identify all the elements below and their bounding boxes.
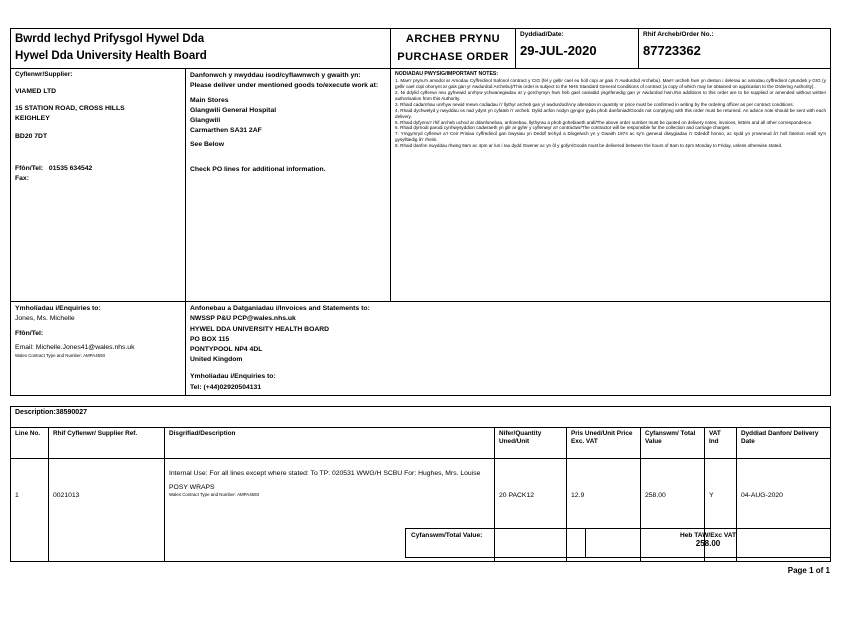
delivery-note: Check PO lines for additional information. xyxy=(190,165,326,173)
note-item-7: 8. Rhaid danfon nwyddau rhwng 9am ac 4pm ar lun i Iau dydd Gwener ac yn ôl y gofyn/Goods must be delivered between the hours of 9am to 4pm Monday to Friday, unless otherwise stated. xyxy=(395,143,783,149)
supplier-line-2: 15 STATION ROAD, CROSS HILLS xyxy=(15,105,125,113)
totals-label: Cyfanswm/Total Value: xyxy=(411,532,483,539)
note-item-3: 4. Rhaid dychwelyd y nwyddau os nad ydynt yn cyfateb i'r archeb. Dylid anfon nodyn gyngor gyda phob danfoniad/Goods not complying with this order must be returned. An advice note should be sent with each delivery. xyxy=(395,107,827,119)
date-label: Dyddiad/Date: xyxy=(520,31,564,38)
enquiries-email-label: Email: xyxy=(15,343,34,351)
enquiries-email xyxy=(15,343,181,353)
page-number: Page 1 of 1 xyxy=(787,566,830,575)
col-header-quantity: Nifer/Quantity Uned/Unit xyxy=(495,427,567,458)
description-internal-use: Internal Use: For all lines except where stated: To TP: 020531 WWG/H SCBU For: Hughes, Mrs. Louise xyxy=(169,469,481,477)
delivery-line-3: Carmarthen SA31 2AF xyxy=(190,127,262,135)
delivery-line-0: Main Stores xyxy=(190,96,229,104)
date-value: 29-JUL-2020 xyxy=(520,42,597,58)
order-number-label: Rhif Archeb/Order No.: xyxy=(643,31,714,38)
spacer-row xyxy=(11,395,831,406)
invoices-line-0: NWSSP P&U PCP@wales.nhs.uk xyxy=(190,315,296,323)
delivery-line-2: Glangwili xyxy=(190,116,221,124)
supplier-fax-label: Fax: xyxy=(15,174,29,182)
invoices-cell xyxy=(186,302,831,396)
totals-row xyxy=(406,529,831,558)
invoices-enq-label: Ymholiadau i/Enquiries to: xyxy=(190,373,276,381)
totals-table xyxy=(405,528,831,558)
vat-ind-value: Y xyxy=(709,491,714,499)
supplier-cell xyxy=(11,69,186,302)
description-contract-note: Wales Contract Type and Number: AMPA4593 xyxy=(169,492,259,498)
enquiries-phone-label: Ffôn/Tel: xyxy=(15,329,44,337)
unit-price-value: 12.9 xyxy=(571,491,585,499)
date-cell xyxy=(516,29,639,69)
delivery-label-english: Please deliver under mentioned goods to/execute work at: xyxy=(190,82,379,90)
col-header-supplier-ref: Rhif Cyflenwr/ Supplier Ref. xyxy=(49,427,165,458)
enquiries-email-value: Michelle.Jones41@wales.nhs.uk xyxy=(35,343,135,351)
invoices-line-4: United Kingdom xyxy=(190,356,243,364)
line-items-header-row xyxy=(11,427,831,458)
delivery-line-4: See Below xyxy=(190,141,224,149)
invoices-line-3: PONTYPOOL NP4 4DL xyxy=(190,345,263,353)
delivery-label-welsh: Danfonwch y nwyddau isod/cyflawnwch y gwaith yn: xyxy=(190,72,361,80)
supplier-line-3: KEIGHLEY xyxy=(15,115,50,123)
enquiries-contract-note: Wales Contract Type and Number: AMPA4593 xyxy=(15,352,105,358)
totals-label-cell xyxy=(406,529,586,558)
enquiries-name: Jones, Ms. Michelle xyxy=(15,315,75,323)
supplier-phone-value: 01535 634542 xyxy=(48,164,93,172)
totals-section xyxy=(405,528,830,558)
cell-line-no xyxy=(11,458,49,561)
description-bar-row xyxy=(11,406,831,427)
important-notes-cell xyxy=(391,69,831,302)
cell-supplier-ref xyxy=(49,458,165,561)
order-table xyxy=(10,28,831,428)
description-item: POSY WRAPS xyxy=(169,483,215,491)
note-item-1: 2. Ni ddylid cyflenwi neu gyfnewid unrhyw ychwanegiadau at y gorchymyn hwn heb gael caniatâd ysgrifenedig gan yr Awdurdod hwn./No additions to this order are to be supplied or amended without written authorisation from this Authority. xyxy=(395,90,827,102)
main-body-row xyxy=(11,69,831,302)
quantity-value: 20 PACK12 xyxy=(499,491,535,499)
delivery-cell xyxy=(186,69,391,302)
col-header-total-value: Cyfanswm/ Total Value xyxy=(641,427,705,458)
purchase-order-document xyxy=(10,28,830,562)
note-item-4: 5. Rhaid dyfynnu'r rhif archeb uchod ar ddanfonebau, anfonebau, llythyrau a phob gohebiaeth arall/The above order number must be quoted on delivery notes, invoices, letters and all other correspondence. xyxy=(395,119,813,125)
notes-title: NODIADAU PWYSIG/IMPORTANT NOTES: xyxy=(395,71,499,78)
org-name-welsh: Bwrdd Iechyd Prifysgol Hywel Dda xyxy=(15,33,205,45)
totals-vat-label: Heb TAW/Exc VAT xyxy=(679,532,737,539)
invoices-line-2: PO BOX 115 xyxy=(190,335,230,343)
total-value-value: 258.00 xyxy=(645,491,666,499)
invoices-label: Anfonebau a Datganiadau i/Invoices and Statements to: xyxy=(190,305,370,313)
note-item-6: 7. Ymgymryd cyflenwr a'r Ceir Prisiau cyffredinol gan bwysiau yn Deddf Iechyd a Diogelwch yn y Gwaith 1974 ac sy'n gwneud diwygiadau i'r Ddeddf honno, ac sydd yn ymwneud â'r holl faterion eraill sy'n gysylltiedig â'r rheini. xyxy=(395,131,827,143)
order-number-value: 87723362 xyxy=(643,42,701,58)
invoices-line-1: HYWEL DDA UNIVERSITY HEALTH BOARD xyxy=(190,325,330,333)
doc-title-welsh: ARCHEB PRYNU xyxy=(405,33,501,45)
description-bar-value: 38590027 xyxy=(55,408,87,416)
supplier-label: Cyflenwr/Supplier: xyxy=(15,71,73,79)
description-bar-label: Description: xyxy=(15,408,56,416)
order-number-cell xyxy=(639,29,831,69)
invoices-enq-tel: Tel: (+44)02920504131 xyxy=(190,383,262,391)
delivery-date-value: 04-AUG-2020 xyxy=(741,491,783,499)
org-name-english: Hywel Dda University Health Board xyxy=(15,50,207,63)
doc-title-english: PURCHASE ORDER xyxy=(397,50,509,63)
line-no-value: 1 xyxy=(15,491,19,499)
totals-value-cell xyxy=(586,529,831,558)
note-item-5: 6. Rhaid dyrnodi parodi cynhwysyddion cadwraeth yn glir ar gyfer y cyflenwyr a'r contractwr/The contractor will be responsible for the collection and carriage charges. xyxy=(395,125,731,131)
enquiries-row xyxy=(11,302,831,396)
note-item-2: 3. Rhaid cadarnhau unrhyw newid mewn codiadau i'r llythyr archeb gan yr awdurdod/Any alteration in quantity or price must be confirmed in writing by the ordering officer as per contract conditions. xyxy=(395,101,794,107)
supplier-ref-value: 0021013 xyxy=(53,491,80,499)
note-item-0: 1. Mae'r prynu'n amodol ar Amodau Cyffredinol Safonol contract y CIG (fel y gellir cael eu holl copi ar gais i'r Awdurdod Archebu). Mae'r archeb hwn yn destun i delerau ac amodau cyffredinol cytundeb y GIG (y gellir cael copi ohonynt ar gais gan yr Awdurdod Archebu)/This order is subject to the NHS Standard General Conditions of contract (a copy of which may be obtained on application to the Ordering Authority). xyxy=(395,78,827,90)
supplier-phone-label: Ffôn/Tel: xyxy=(15,164,44,172)
description-bar xyxy=(11,406,831,427)
col-header-description: Disgrifiad/Description xyxy=(165,427,495,458)
delivery-line-1: Glangwili General Hospital xyxy=(190,106,277,114)
totals-vat-value: 258.00 xyxy=(695,539,721,548)
col-header-line-no: Line No. xyxy=(11,427,49,458)
supplier-phone xyxy=(15,164,181,174)
col-header-vat-ind: VAT Ind xyxy=(705,427,737,458)
supplier-line-0: VIAMED LTD xyxy=(15,87,57,95)
header-row xyxy=(11,29,831,69)
org-name-cell xyxy=(11,29,391,69)
col-header-delivery-date: Dyddiad Danfon/ Delivery Date xyxy=(737,427,831,458)
enquiries-label: Ymholiadau i/Enquiries to: xyxy=(15,305,101,313)
enquiries-cell xyxy=(11,302,186,396)
col-header-unit-price: Pris Uned/Unit Price Exc. VAT xyxy=(567,427,641,458)
supplier-line-5: BD20 7DT xyxy=(15,132,48,140)
doc-title-cell xyxy=(391,29,516,69)
